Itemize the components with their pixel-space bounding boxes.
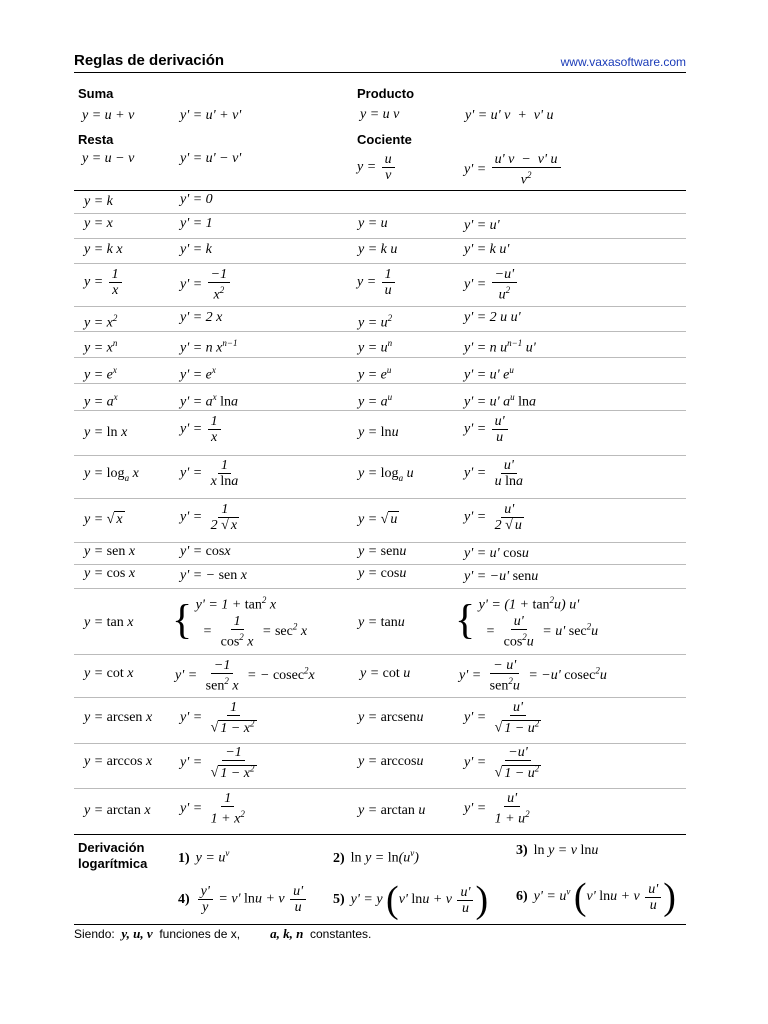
rule-square-u-derivative: y' = 2 u u' — [464, 310, 521, 325]
divider — [74, 455, 686, 456]
divider — [74, 588, 686, 589]
rule-sqrt-derivative: y' = $\frac{1}{2 √ x}$ — [180, 502, 238, 533]
rule-arctan-derivative: y' = $\frac{1}{1 + x^2}$ — [180, 791, 245, 827]
log-step-6: 6) $y' = u^v$ (v' lnu + v $\frac{u'}{u}$ ) — [516, 876, 676, 918]
section-suma: Suma — [78, 86, 114, 101]
rule-kx-derivative: y' = k — [180, 242, 212, 257]
rule-log: $y = \log_a x$ — [84, 466, 139, 483]
rule-ln-derivative: y' = $\frac{1}{x}$ — [180, 414, 223, 445]
rule-cos-derivative: y' = − sen x — [180, 568, 247, 583]
divider — [74, 498, 686, 499]
formula-producto-derivative: y' = u' v + v' u — [465, 108, 554, 123]
rule-cos: y = cos x — [84, 566, 136, 581]
log-step-2: 2) $\ln y = \ln(u^v)$ — [333, 848, 419, 866]
rule-inverse-derivative: y' = $\frac{-1}{x^2}$ — [180, 267, 232, 303]
rule-arcsin-u-derivative: y' = $\frac{u'}{√ 1 - u^2}$ — [464, 700, 540, 736]
divider — [74, 542, 686, 543]
log-step-5: 5) y' = y (v' lnu + v $\frac{u'}{u}$ ) — [333, 879, 489, 921]
rule-arcsin: y = arcsen x — [84, 710, 153, 725]
rule-arctan-u: y = arctan u — [358, 803, 426, 818]
rule-cot-derivative: y' = $\frac{-1}{sen^2 x}$ = − cosec$^2$x — [175, 658, 315, 694]
rule-exp-u: $y = e^u$ — [358, 365, 392, 383]
divider — [74, 238, 686, 239]
rule-exp-a-u-derivative: y' = u' $a^u$ lna — [464, 392, 537, 410]
logarithmic-title-line2: logarítmica — [78, 856, 148, 871]
divider — [74, 357, 686, 358]
rule-tan-u: y = tanu — [358, 615, 405, 630]
rule-u: y = u — [358, 216, 388, 231]
divider — [74, 263, 686, 264]
rule-sqrt: y = √ x — [84, 512, 123, 527]
log-step-3: 3) ln y = v lnu — [516, 843, 599, 858]
rule-ku-derivative: y' = k u' — [464, 242, 510, 257]
section-cociente: Cociente — [357, 132, 412, 147]
rule-square: $y = x^2$ — [84, 313, 118, 331]
divider — [74, 924, 686, 925]
rule-inverse: y = $\frac{1}{x}$ — [84, 267, 124, 298]
divider — [74, 788, 686, 789]
divider — [74, 654, 686, 655]
formula-suma: y = u + v — [82, 108, 135, 123]
rule-cos-u: y = cosu — [358, 566, 407, 581]
rule-exp-a-derivative: $y' = a^x$ lna — [180, 392, 239, 410]
rule-tan-derivative: { $y' = 1 + \tan^2 x$ = $\frac{1}{\cos^2 x}$ = $\sec^2 x$ — [172, 595, 308, 650]
rule-cos-u-derivative: y' = −u' senu — [464, 569, 539, 584]
divider — [74, 190, 686, 191]
footer-siendo: Siendo: — [74, 927, 115, 941]
log-step-1: 1) $y = u^v$ — [178, 848, 230, 866]
rule-power-u: $y = u^n$ — [358, 338, 393, 356]
footer-note — [74, 926, 371, 942]
rule-tan: y = tan x — [84, 615, 134, 630]
divider — [74, 410, 686, 411]
footer-vars: y, u, v — [121, 926, 153, 941]
rule-sin-u: y = senu — [358, 544, 407, 559]
rule-tan-u-derivative: { $y' = (1 + \tan^2u)$ u' = $\frac{u'}{\cos^2u}$ = u' $\sec^2u$ — [455, 595, 599, 650]
formula-resta-derivative: y' = u' − v' — [180, 151, 242, 166]
rule-arcsin-u: y = arcsenu — [358, 710, 424, 725]
rule-inverse-u: y = $\frac{1}{u}$ — [357, 267, 397, 298]
rule-square-u: $y = u^2$ — [358, 313, 393, 331]
rule-cot-u: y = cot u — [360, 666, 411, 681]
footer-funciones: funciones de x, — [159, 927, 241, 941]
rule-x-derivative: y' = 1 — [180, 216, 213, 231]
log-step-4: 4) $\frac{y'}{y}$ = v' lnu + v $\frac{u'}{u}$ — [178, 884, 308, 915]
rule-x: y = x — [84, 216, 113, 231]
rule-sqrt-u-derivative: y' = $\frac{u'}{2 √ u}$ — [464, 502, 522, 533]
divider — [74, 306, 686, 307]
rule-u-derivative: y' = u' — [464, 218, 500, 233]
rule-power-derivative: y' = n $x^{n-1}$ — [180, 338, 238, 356]
divider — [74, 564, 686, 565]
logarithmic-title-line1: Derivación — [78, 840, 145, 855]
rule-exp-a-u: $y = a^u$ — [358, 392, 393, 410]
divider — [74, 697, 686, 698]
rule-exp-a: $y = a^x$ — [84, 392, 118, 410]
divider — [74, 743, 686, 744]
rule-exp-derivative: $y' = e^x$ — [180, 365, 216, 383]
section-producto: Producto — [357, 86, 415, 101]
rule-cot: y = cot x — [84, 666, 134, 681]
rule-ln-u: y = lnu — [358, 425, 399, 440]
rule-log-u: $y = \log_a u$ — [358, 466, 414, 483]
rule-power-u-derivative: y' = n $u^{n-1}$ u' — [464, 338, 536, 356]
page-header — [74, 50, 686, 73]
rule-inverse-u-derivative: y' = $\frac{-u'}{u^2}$ — [464, 267, 519, 303]
formula-resta: y = u − v — [82, 151, 135, 166]
divider — [74, 213, 686, 214]
rule-arccos: y = arccos x — [84, 754, 153, 769]
rule-arcsin-derivative: y' = $\frac{1}{√ 1 - x^2}$ — [180, 700, 255, 736]
formula-suma-derivative: y' = u' + v' — [180, 108, 242, 123]
page-title: Reglas de derivación — [74, 52, 225, 69]
divider — [74, 383, 686, 384]
rule-arccos-derivative: y' = $\frac{-1}{√ 1 - x^2}$ — [180, 745, 255, 781]
rule-square-derivative: y' = 2 x — [180, 310, 223, 325]
formula-cociente-derivative: y' = $\frac{u' v - v' u}{v^2}$ — [464, 152, 563, 188]
rule-ln-u-derivative: y' = $\frac{u'}{u}$ — [464, 414, 510, 445]
rule-sin-u-derivative: y' = u' cosu — [464, 546, 529, 561]
rule-sin-derivative: y' = cosx — [180, 544, 231, 559]
rule-arctan-u-derivative: y' = $\frac{u'}{1 + u^2}$ — [464, 791, 530, 827]
formula-cociente: y = $\frac{u}{v}$ — [357, 152, 397, 183]
rule-exp-u-derivative: y' = u' $e^u$ — [464, 365, 514, 383]
rule-arccos-u-derivative: y' = $\frac{-u'}{√ 1 - u^2}$ — [464, 745, 540, 781]
rule-ln: y = ln x — [84, 425, 128, 440]
rule-constant: y = k — [84, 194, 113, 209]
logarithmic-title — [78, 840, 147, 872]
rule-sin: y = sen x — [84, 544, 136, 559]
rule-sqrt-u: y = √ u — [358, 512, 398, 527]
site-link[interactable]: www.vaxasoftware.com — [560, 55, 686, 69]
rule-arctan: y = arctan x — [84, 803, 151, 818]
rule-log-derivative: y' = $\frac{1}{\text{x lna}}$ — [180, 458, 239, 489]
rule-exp: $y = e^x$ — [84, 365, 117, 383]
rule-ku: y = k u — [358, 242, 398, 257]
rule-arccos-u: y = arccosu — [358, 754, 424, 769]
formula-producto: y = u v — [360, 107, 400, 122]
rule-log-u-derivative: y' = $\frac{u'}{\text{u lna}}$ — [464, 458, 524, 489]
section-resta: Resta — [78, 132, 114, 147]
rule-kx: y = k x — [84, 242, 123, 257]
footer-constantes: constantes. — [309, 927, 372, 941]
footer-consts: a, k, n — [270, 926, 304, 941]
divider — [74, 331, 686, 332]
divider — [74, 834, 686, 835]
rule-cot-u-derivative: y' = $\frac{- u'}{sen^2u}$ = −u' cosec$^2$u — [459, 658, 607, 694]
rule-constant-derivative: y' = 0 — [180, 192, 213, 207]
rule-power: $y = x^n$ — [84, 338, 118, 356]
